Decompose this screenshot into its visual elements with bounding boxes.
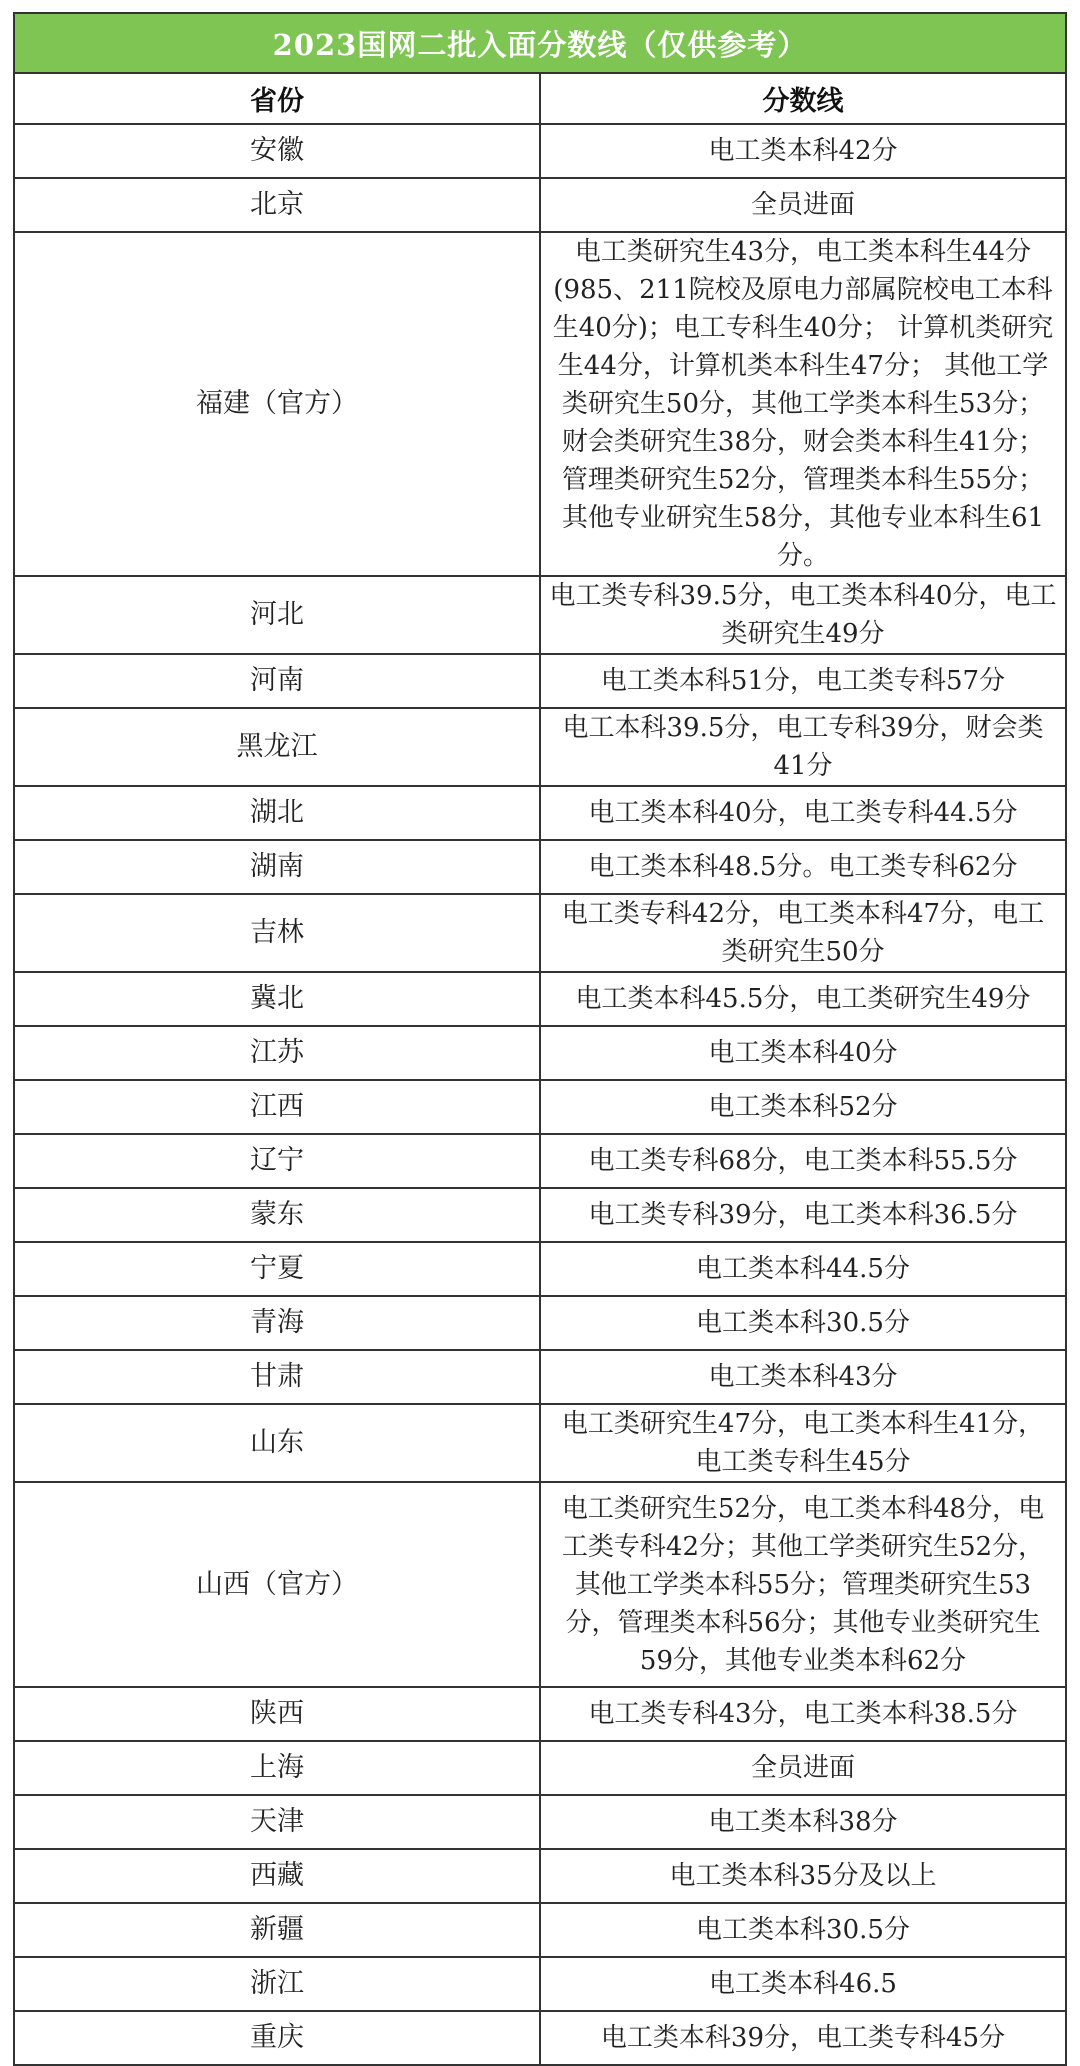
province-cell: 河南: [14, 654, 540, 708]
score-cell: 全员进面: [540, 1741, 1066, 1795]
table-row: [14, 124, 1066, 178]
table-row: [14, 1350, 1066, 1404]
province-cell: 宁夏: [14, 1242, 540, 1296]
province-cell: 蒙东: [14, 1188, 540, 1242]
table-row: [14, 1741, 1066, 1795]
province-cell: 山西（官方）: [14, 1482, 540, 1687]
score-cell: 电工类本科45.5分，电工类研究生49分: [540, 972, 1066, 1026]
table-row: [14, 1026, 1066, 1080]
province-cell: 浙江: [14, 1957, 540, 2011]
table-row: [14, 2011, 1066, 2065]
score-cell: 电工类专科43分，电工类本科38.5分: [540, 1687, 1066, 1741]
province-cell: 新疆: [14, 1903, 540, 1957]
score-cell: 电工类专科39分，电工类本科36.5分: [540, 1188, 1066, 1242]
table-row: [14, 1080, 1066, 1134]
province-cell: 山东: [14, 1404, 540, 1482]
table-row: [14, 232, 1066, 576]
province-cell: 黑龙江: [14, 708, 540, 786]
score-cell: 电工类研究生43分，电工类本科生44分(985、211院校及原电力部属院校电工本科生40分)；电工专科生40分； 计算机类研究生44分，计算机类本科生47分； 其他工学类研究生50分，其他工学类本科生53分；财会类研究生38分，财会类本科生41分； 管理类研究生52分，管理类本科生55分； 其他专业研究生58分，其他专业本科生61分。: [540, 232, 1066, 576]
table-row: [14, 1482, 1066, 1687]
score-cell: 电工类本科40分，电工类专科44.5分: [540, 786, 1066, 840]
score-table: [13, 12, 1067, 2066]
province-cell: 湖南: [14, 840, 540, 894]
score-cell: 电工类本科30.5分: [540, 1296, 1066, 1350]
table-row: [14, 654, 1066, 708]
table-title: 2023国网二批入面分数线（仅供参考）: [14, 13, 1066, 73]
table-row: [14, 840, 1066, 894]
province-cell: 辽宁: [14, 1134, 540, 1188]
province-cell: 天津: [14, 1795, 540, 1849]
province-cell: 安徽: [14, 124, 540, 178]
table-row: [14, 1903, 1066, 1957]
province-cell: 上海: [14, 1741, 540, 1795]
score-cell: 电工类专科39.5分，电工类本科40分，电工类研究生49分: [540, 576, 1066, 654]
province-cell: 冀北: [14, 972, 540, 1026]
score-cell: 电工类本科38分: [540, 1795, 1066, 1849]
score-cell: 电工类本科39分，电工类专科45分: [540, 2011, 1066, 2065]
score-cell: 电工类本科52分: [540, 1080, 1066, 1134]
score-cell: 电工类本科40分: [540, 1026, 1066, 1080]
table-row: [14, 972, 1066, 1026]
score-cell: 电工类本科35分及以上: [540, 1849, 1066, 1903]
column-header-province: 省份: [14, 73, 540, 124]
score-cell: 电工类本科43分: [540, 1350, 1066, 1404]
province-cell: 江苏: [14, 1026, 540, 1080]
table-row: [14, 1296, 1066, 1350]
score-cell: 电工类本科46.5: [540, 1957, 1066, 2011]
score-cell: 电工类本科48.5分。电工类专科62分: [540, 840, 1066, 894]
table-row: [14, 894, 1066, 972]
score-cell: 电工类专科68分，电工类本科55.5分: [540, 1134, 1066, 1188]
score-cell: 电工类研究生47分，电工类本科生41分，电工类专科生45分: [540, 1404, 1066, 1482]
province-cell: 吉林: [14, 894, 540, 972]
column-header-score: 分数线: [540, 73, 1066, 124]
table-row: [14, 1404, 1066, 1482]
province-cell: 甘肃: [14, 1350, 540, 1404]
table-row: [14, 576, 1066, 654]
score-cell: 电工类本科51分，电工类专科57分: [540, 654, 1066, 708]
table-row: [14, 1242, 1066, 1296]
province-cell: 湖北: [14, 786, 540, 840]
table-row: [14, 178, 1066, 232]
province-cell: 陕西: [14, 1687, 540, 1741]
province-cell: 江西: [14, 1080, 540, 1134]
score-cell: 电工类本科42分: [540, 124, 1066, 178]
score-cell: 电工类研究生52分，电工类本科48分，电工类专科42分；其他工学类研究生52分，其他工学类本科55分；管理类研究生53分，管理类本科56分；其他专业类研究生59分，其他专业类本科62分: [540, 1482, 1066, 1687]
score-cell: 全员进面: [540, 178, 1066, 232]
table-row: [14, 786, 1066, 840]
province-cell: 重庆: [14, 2011, 540, 2065]
province-cell: 西藏: [14, 1849, 540, 1903]
table-row: [14, 1957, 1066, 2011]
score-table-sheet: [13, 12, 1067, 2066]
table-row: [14, 1134, 1066, 1188]
province-cell: 北京: [14, 178, 540, 232]
table-row: [14, 1849, 1066, 1903]
score-cell: 电工类本科44.5分: [540, 1242, 1066, 1296]
score-cell: 电工本科39.5分，电工专科39分，财会类41分: [540, 708, 1066, 786]
province-cell: 河北: [14, 576, 540, 654]
table-row: [14, 1188, 1066, 1242]
table-body: [14, 124, 1066, 2065]
table-row: [14, 1687, 1066, 1741]
table-row: [14, 1795, 1066, 1849]
score-cell: 电工类本科30.5分: [540, 1903, 1066, 1957]
province-cell: 青海: [14, 1296, 540, 1350]
province-cell: 福建（官方）: [14, 232, 540, 576]
table-row: [14, 708, 1066, 786]
score-cell: 电工类专科42分，电工类本科47分，电工类研究生50分: [540, 894, 1066, 972]
